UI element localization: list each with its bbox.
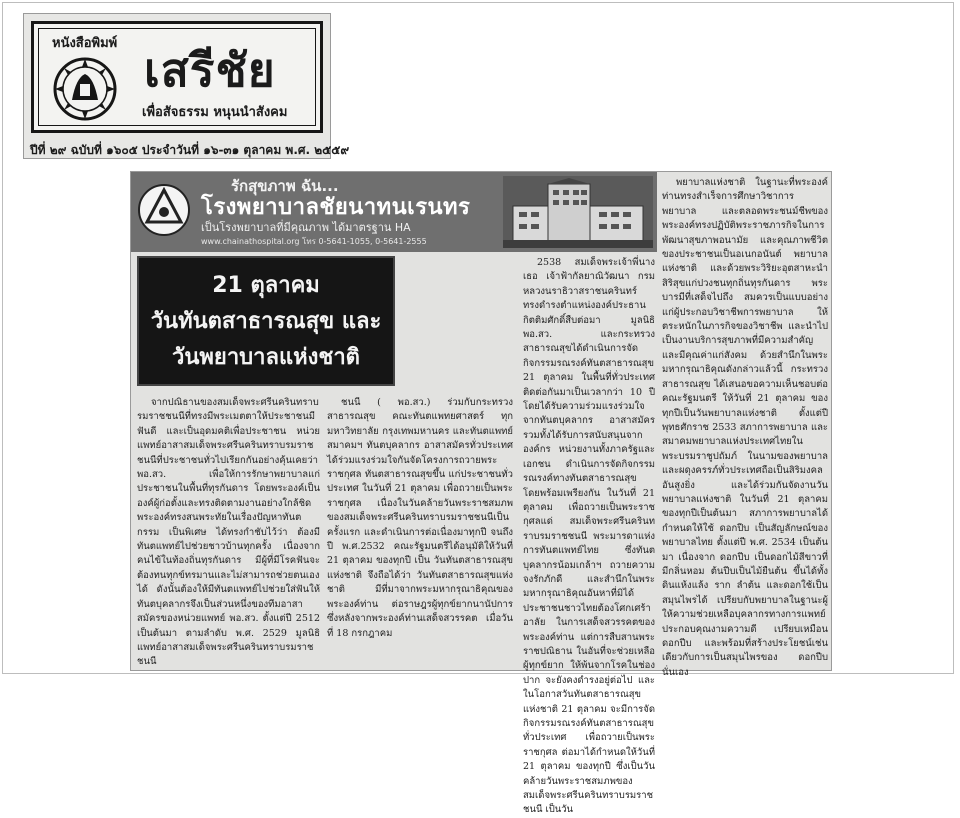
banner-kicker: รักสุขภาพ ฉัน... [231,177,339,195]
issue-info: ปีที่ ๒๙ ฉบับที่ ๑๖๐๕ ประจำวันที่ ๑๖-๓๑ ตุลาคม พ.ศ. ๒๕๕๙ [30,143,350,157]
headline-line-2: วันทันตสาธารณสุข และ [150,309,382,334]
article-column-2 [327,396,513,668]
headline-box [137,256,395,386]
hospital-name: โรงพยาบาลชัยนาทนเรนทร [201,195,471,220]
hospital-banner [131,172,657,252]
article-column-3 [523,256,655,816]
hospital-logo-icon [137,180,191,240]
hospital-tagline: เป็นโรงพยาบาลที่มีคุณภาพ ได้มาตรฐาน HA [201,221,411,234]
newspaper-masthead [23,13,350,159]
column-1-text: จากปณิธานของสมเด็จพระศรีนครินทราบรมราชชนนีที่ทรงมีพระเมตตาให้ประชาชนมีฟันดี และเป็นอุดมคติเพื่อประชาชน หน่วยแพทย์อาสาสมเด็จพระศรีนครินทราบรมราชชนนีที่ประชาชนทั่วไปเรียกกันอย่างคุ้นเคยว่า พอ.สว. เพื่อให้การรักษาพยาบาลแก่ประชาชนในพื้นที่ทุรกันดาร โดยพระองค์เป็นองค์ผู้ก่อตั้งและทรงติดตามงานอย่างใกล้ชิด พระองค์ทรงสนพระทัยในเรื่องปัญหาทันตกรรม เป็นพิเศษ ได้ทรงกำชับไว้ว่า ต้องมีทันตแพทย์ไปช่วยชาวบ้านทุกครั้ง เนื่องจากคนไข้ในท้องถิ่นทุรกันดาร มีผู้ที่มีโรคฟันจะต้องทนทุกข์ทรมานและไม่สามารถช่วยตนเองได้ ดังนั้นต้องให้มีทันตแพทย์ไปช่วยใส่ฟันให้ ทันตบุคลากรจึงเป็นส่วนหนึ่งของทีมอาสาสมัครของหน่วยแพทย์ พอ.สว. ตั้งแต่ปี 2512 เป็นต้นมา ตามลำดับ พ.ศ. 2529 มูลนิธิแพทย์อาสาสมเด็จพระศรีนครินทราบรมราชชนนี [137,397,320,668]
newspaper-slogan: เพื่อสัจธรรม หนุนนำสังคม [142,105,288,120]
hospital-contact: www.chainathospital.org โทร 0-5641-1055, 0-5641-2555 [201,237,427,246]
masthead-box [31,21,323,133]
headline-line-1: 21 ตุลาคม [212,273,320,298]
article-column-4 [662,176,828,678]
newspaper-emblem-icon [52,56,118,122]
column-4-text: พยาบาลแห่งชาติ ในฐานะที่พระองค์ท่านทรงสำเร็จการศึกษาวิชาการพยาบาล และตลอดพระชนม์ชีพของพระองค์ทรงปฏิบัติพระราชภารกิจในการพัฒนาสุขภาพอนามัย และคุณภาพชีวิตของประชาชนเป็นอเนกอนันต์ พยาบาลแห่งชาติ และด้วยพระวิริยะอุตสาหะนำสิริสุขแก่ปวงชนทุกถิ่นทุรกันดาร พระบารมีที่เสด็จไปถึง สมควรเป็นแบบอย่างแก่ผู้ประกอบวิชาชีพการพยาบาล ให้ตระหนักในภารกิจของวิชาชีพ และนำไปเป็นงานบริการสุขภาพที่มีความสำคัญ และมีคุณค่าแก่สังคม ด้วยสำนึกในพระมหากรุณาธิคุณดังกล่าวแล้วนี้ กระทรวงสาธารณสุข ได้เสนอขอความเห็นชอบต่อคณะรัฐมนตรี ให้วันที่ 21 ตุลาคม ของทุกปีเป็นวันพยาบาลแห่งชาติ ตั้งแต่ปีพุทธศักราช 2533 สภาการพยาบาล และสมาคมพยาบาลแห่งประเทศไทยในพระบรมราชูปถัมภ์ ในนามของพยาบาลและผดุงครรภ์ทั่วประเทศถือเป็นสิริมงคลอันสูงยิ่ง และได้ร่วมกันจัดงานวันพยาบาลแห่งชาติ ในวันที่ 21 ตุลาคม ของทุกปีเป็นต้นมา สภาการพยาบาลได้กำหนดให้ใช้ ดอกปีบ เป็นสัญลักษณ์ของพยาบาลไทย ตั้งแต่ปี พ.ศ. 2534 เป็นต้นมา เนื่องจาก ดอกปีบ เป็นดอกไม้สีขาวที่มีกลิ่นหอม ต้นปีบเป็นไม้ยืนต้น ขึ้นได้ทั้งดินแห้งแล้ง ราก ลำต้น และดอกใช้เป็นสมุนไพรได้ เปรียบกับพยาบาลในฐานะผู้ให้ความช่วยเหลือบุคลากรทางการแพทย์ประกอบคุณงามความดี เปรียบเหมือนดอกปีบ และพร้อมที่สร้างประโยชน์เช่นเดียวกับการเป็นสมุนไพรของ ดอกปีบ นั่นเอง [662,177,828,678]
newspaper-title: เสรีชัย [144,43,276,97]
masthead-label: หนังสือพิมพ์ [52,36,118,51]
column-2-text: ชนนี ( พอ.สว.) ร่วมกับกระทรวงสาธารณสุข คณะทันตแพทยศาสตร์ ทุกมหาวิทยาลัย กรุงเทพมหานคร และทันตแพทย์ สมาคมฯ ทันตบุคลากร อาสาสมัครทั่วประเทศ ได้ร่วมแรงร่วมใจกันจัดโครงการถวายพระราชกุศล ทันตสาธารณสุขขึ้น แก่ประชาชนทั่วประเทศ ในวันที่ 21 ตุลาคม เพื่อถวายเป็นพระราชกุศล เนื่องในวันคล้ายวันพระราชสมภพของสมเด็จพระศรีนครินทราบรมราชชนนีเป็นครั้งแรก และดำเนินการต่อเนื่องมาทุกปี จนถึงปี พ.ศ.2532 คณะรัฐมนตรีได้อนุมัติให้วันที่ 21 ตุลาคม ของทุกปี เป็น วันทันตสาธารณสุขแห่งชาติ จึงถือได้ว่า วันทันตสาธารณสุขแห่งชาติ มีที่มาจากพระมหากรุณาธิคุณของพระองค์ท่าน ต่อราษฎรผู้ทุกข์ยากนานัปการ ซึ่งหลังจากพระองค์ท่านเสด็จสวรรคต เมื่อวันที่ 18 กรกฎาคม [327,397,513,639]
headline-line-3: วันพยาบาลแห่งชาติ [172,345,360,370]
article-column-1 [137,396,320,668]
article-clipping [130,171,832,816]
hospital-building-icon [503,176,653,248]
column-3-text: 2538 สมเด็จพระเจ้าพี่นางเธอ เจ้าฟ้ากัลยาณิวัฒนา กรมหลวงนราธิวาสราชนครินทร์ ทรงดำรงตำแหน่งองค์ประธานกิตติมศักดิ์สืบต่อมา มูลนิธิ พอ.สว. และกระทรวงสาธารณสุขได้ดำเนินการจัดกิจกรรมรณรงค์ทันตสาธารณสุข 21 ตุลาคม ในพื้นที่ทั่วประเทศติดต่อกันมาเป็นเวลากว่า 10 ปี โดยได้รับความร่วมแรงร่วมใจจากทันตบุคลากร อาสาสมัคร รวมทั้งได้รับการสนับสนุนจากองค์กร หน่วยงานทั้งภาครัฐและเอกชน ดำเนินการจัดกิจกรรมรณรงค์ทางทันตสาธารณสุข โดยพร้อมเพรียงกัน ในวันที่ 21 ตุลาคม เพื่อถวายเป็นพระราชกุศลแด่ สมเด็จพระศรีนครินทราบรมราชชนนี พระมารดาแห่งการทันตแพทย์ไทย ซึ่งทันตบุคลากรน้อมเกล้าฯ ถวายความจงรักภักดี และสำนึกในพระมหากรุณาธิคุณอันหาที่มิได้ ประชาชนชาวไทยต้องโศกเศร้าอาลัย ในการเสด็จสวรรคตของพระองค์ท่าน แต่การสืบสานพระราชปณิธาน ในอันที่จะช่วยเหลือผู้ทุกข์ยาก ให้พ้นจากโรคในช่องปาก จะยังคงดำรงอยู่ต่อไป และในโอกาสวันทันตสาธารณสุขแห่งชาติ 21 ตุลาคม จะมีการจัดกิจกรรมรณรงค์ทันตสาธารณสุขทั่วประเทศ เพื่อถวายเป็นพระราชกุศล ต่อมาได้กำหนดให้วันที่ 21 ตุลาคม ของทุกปี ซึ่งเป็นวันคล้ายวันพระราชสมภพของสมเด็จพระศรีนครินทราบรมราชชนนี เป็นวัน [523,257,655,816]
